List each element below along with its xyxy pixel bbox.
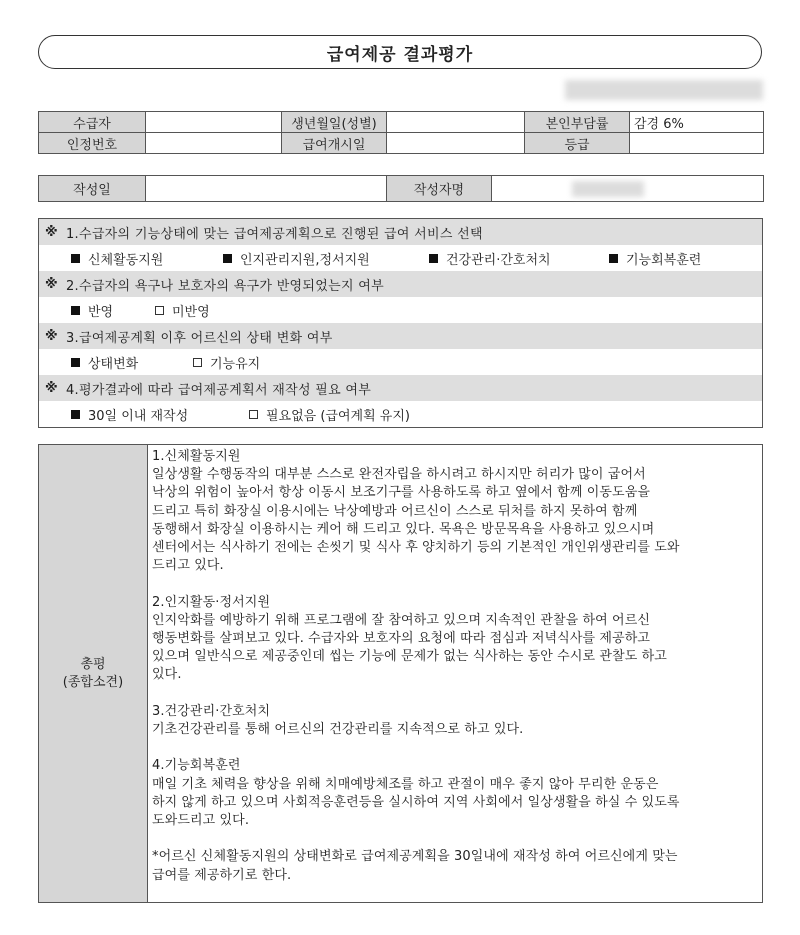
option-label: 신체활동지원: [88, 252, 164, 268]
question-1-options: [39, 245, 762, 271]
option-label: 기능유지: [210, 356, 261, 372]
summary-line: 1.신체활동지원: [152, 449, 241, 464]
note-mark: ※: [45, 380, 58, 396]
summary-line: 낙상의 위험이 높아서 항상 이동시 보조기구를 사용하도록 하고 옆에서 함께 이동도움을: [152, 485, 651, 501]
birth-value: [387, 112, 525, 133]
summary-line: 드리고 특히 화장실 이용시에는 낙상예방과 어르신이 스스로 뒤처를 하지 못하여 함께: [152, 503, 638, 519]
option-physical-support[interactable]: [71, 249, 223, 268]
option-not-reflected[interactable]: [155, 301, 210, 320]
question-4-options: [39, 401, 762, 427]
checked-box-icon: [609, 254, 618, 263]
question-3-options: [39, 349, 762, 375]
author-value: [492, 176, 764, 202]
summary-line: 도와드리고 있다.: [152, 813, 250, 829]
summary-line: 급여를 제공하기로 한다.: [152, 867, 292, 883]
redacted-author-name: [572, 181, 644, 197]
summary-line: 3.건강관리·간호처치: [152, 703, 271, 719]
note-mark: ※: [45, 224, 58, 240]
author-label: 작성자명: [387, 176, 492, 202]
summary-line: 드리고 있다.: [152, 558, 224, 574]
option-reflected[interactable]: [71, 301, 155, 320]
option-status-change[interactable]: [71, 353, 193, 372]
start-date-label: 급여개시일: [282, 133, 387, 154]
option-label: 미반영: [172, 304, 210, 320]
summary-line: 인지악화를 예방하기 위해 프로그램에 잘 참여하고 있으며 지속적인 관찰을 하여 어르신: [152, 612, 651, 628]
option-health-care[interactable]: [429, 249, 609, 268]
summary-line: 매일 기초 체력을 향상을 위해 치매예방체조를 하고 관절이 매우 좋지 않아 무리한 운동은: [152, 776, 659, 792]
option-cognitive-support[interactable]: [223, 249, 429, 268]
question-1: [39, 219, 762, 245]
write-date-value: [146, 176, 387, 202]
note-mark: ※: [45, 328, 58, 344]
grade-label: 등급: [525, 133, 630, 154]
checked-box-icon: [71, 306, 80, 315]
start-date-value: [387, 133, 525, 154]
option-not-needed[interactable]: [249, 405, 410, 424]
birth-label: 생년월일(성별): [282, 112, 387, 133]
option-function-maintain[interactable]: [193, 353, 260, 372]
option-function-recovery[interactable]: [609, 249, 701, 268]
redacted-header-info: [565, 80, 763, 100]
grade-value: [630, 133, 764, 154]
summary-label-subtitle: (종합소견): [62, 674, 124, 690]
summary-line: 행동변화를 살펴보고 있다. 수급자와 보호자의 요청에 따라 점심과 저녁식사를 제공하고: [152, 631, 651, 647]
option-label: 필요없음 (급여계획 유지): [266, 408, 410, 424]
cert-number-label: 인정번호: [39, 133, 146, 154]
summary-blank-line: [152, 739, 758, 757]
question-2: [39, 271, 762, 297]
summary-line: *어르신 신체활동지원의 상태변화로 급여제공계획을 30일내에 재작성 하여 어르신에게 맞는: [152, 849, 678, 865]
summary-line: 센터에서는 식사하기 전에는 손씻기 및 식사 후 양치하기 등의 기본적인 개인위생관리를 도와: [152, 540, 680, 556]
copay-value: 감경 6%: [630, 112, 764, 133]
option-label: 인지관리지원,정서지원: [240, 252, 370, 268]
summary-line: 4.기능회복훈련: [152, 758, 241, 774]
note-mark: ※: [45, 276, 58, 292]
summary-label: [39, 445, 148, 902]
option-label: 상태변화: [88, 356, 139, 372]
summary-blank-line: [152, 830, 758, 848]
question-3-text: 3.급여제공계획 이후 어르신의 상태 변화 여부: [65, 330, 333, 346]
unchecked-box-icon: [155, 306, 164, 315]
author-table: [38, 175, 764, 202]
question-4: [39, 375, 762, 401]
summary-blank-line: [152, 685, 758, 703]
summary-line: 동행해서 화장실 이용하시는 케어 해 드리고 있다. 목욕은 방문목욕을 사용하고 있으시며: [152, 521, 655, 537]
summary-line: 기초건강관리를 통해 어르신의 건강관리를 지속적으로 하고 있다.: [152, 722, 524, 738]
recipient-label: 수급자: [39, 112, 146, 133]
write-date-label: 작성일: [39, 176, 146, 202]
recipient-info-table: [38, 111, 764, 154]
summary-blank-line: [152, 575, 758, 593]
evaluation-checklist: [38, 218, 763, 428]
option-rewrite-30-days[interactable]: [71, 405, 249, 424]
summary-line: 2.인지활동·정서지원: [152, 594, 271, 610]
unchecked-box-icon: [193, 358, 202, 367]
option-label: 30일 이내 재작성: [88, 408, 189, 424]
summary-line: 있으며 일반식으로 제공중인데 씹는 기능에 문제가 없는 식사하는 동안 수시로 관찰도 하고: [152, 649, 667, 665]
unchecked-box-icon: [249, 410, 258, 419]
recipient-value: [146, 112, 282, 133]
checked-box-icon: [71, 358, 80, 367]
option-label: 기능회복훈련: [626, 252, 702, 268]
question-2-options: [39, 297, 762, 323]
checked-box-icon: [429, 254, 438, 263]
summary-text: [148, 445, 762, 902]
summary-label-title: 총평: [80, 656, 106, 672]
summary-line: 있다.: [152, 667, 182, 683]
cert-number-value: [146, 133, 282, 154]
overall-summary-section: [38, 444, 763, 903]
question-1-text: 1.수급자의 기능상태에 맞는 급여제공계획으로 진행된 급여 서비스 선택: [65, 226, 483, 242]
document-title-box: [38, 35, 762, 69]
copay-label: 본인부담률: [525, 112, 630, 133]
checked-box-icon: [71, 254, 80, 263]
option-label: 건강관리·간호처치: [446, 252, 551, 268]
question-2-text: 2.수급자의 욕구나 보호자의 욕구가 반영되었는지 여부: [65, 278, 384, 294]
checked-box-icon: [223, 254, 232, 263]
document-title: 급여제공 결과평가: [326, 44, 474, 65]
checked-box-icon: [71, 410, 80, 419]
question-3: [39, 323, 762, 349]
option-label: 반영: [88, 304, 114, 320]
question-4-text: 4.평가결과에 따라 급여제공계획서 재작성 필요 여부: [65, 382, 372, 398]
summary-line: 일상생활 수행동작의 대부분 스스로 완전자립을 하시려고 하시지만 허리가 많이 굽어서: [152, 467, 646, 483]
summary-line: 하지 않게 하고 있으며 사회적응훈련등을 실시하여 지역 사회에서 일상생활을 하실 수 있도록: [152, 794, 680, 810]
